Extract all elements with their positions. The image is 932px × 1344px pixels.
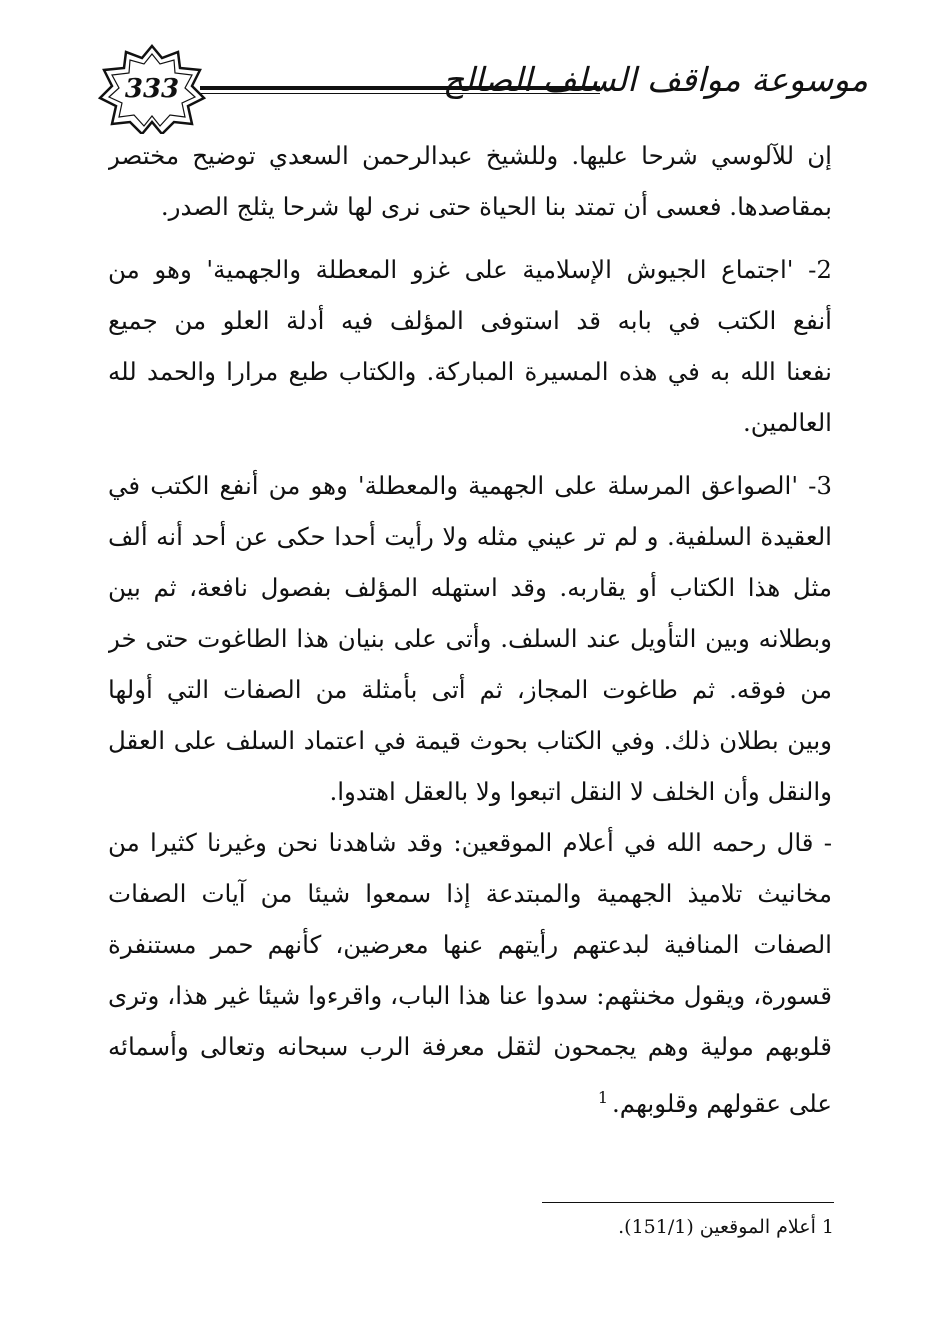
footnote: 1 أعلام الموقعين (151/1). (618, 1216, 834, 1238)
footnote-reference[interactable]: 1 (597, 1088, 609, 1107)
text-line: - قال رحمه الله في أعلام الموقعين: وقد شاهدنا نحن وغيرنا كثيرا من (108, 828, 832, 857)
text-line: قلوبهم مولية وهم يجمحون لثقل معرفة الرب سبحانه وتعالى وأسمائه (108, 1032, 832, 1061)
text-line: نفعنا الله به في هذه المسيرة المباركة. والكتاب طبع مرارا والحمد لله (108, 357, 832, 386)
series-title: موسوعة مواقف السلف الصالح (442, 60, 868, 99)
text-line: 3- 'الصواعق المرسلة على الجهمية والمعطلة' وهو من أنفع الكتب في (108, 471, 832, 500)
text-line: قسورة، ويقول مخنثهم: سدوا عنا هذا الباب، واقرءوا شيئا غير هذا، وترى (108, 981, 832, 1010)
footnote-divider (542, 1202, 834, 1203)
text-line: وبين بطلان ذلك. وفي الكتاب بحوث قيمة في اعتماد السلف على العقل (108, 726, 832, 755)
text-line: الصفات المنافية لبدعتهم رأيتهم عنها معرضين، كأنهم حمر مستنفرة (108, 930, 832, 959)
page-number: 333 (124, 74, 180, 104)
body-text (108, 130, 832, 1123)
text-line: من فوقه. ثم طاغوت المجاز، ثم أتى بأمثلة من الصفات التي أولها (108, 675, 832, 704)
text-line-content: على عقولهم وقلوبهم. (612, 1089, 832, 1119)
text-line: 2- 'اجتماع الجيوش الإسلامية على غزو المعطلة والجهمية' وهو من (108, 255, 832, 284)
text-line: وبطلانه وبين التأويل عند السلف. وأتى على بنيان هذا الطاغوت حتى خر (108, 624, 832, 653)
text-line: إن للآلوسي شرحا عليها. وللشيخ عبدالرحمن السعدي توضيح مختصر (108, 141, 832, 170)
text-line: العقيدة السلفية. و لم تر عيني مثله ولا رأيت أحدا حكى عن أحد أنه ألف (108, 522, 832, 551)
text-line: مخانيث تلاميذ الجهمية والمبتدعة إذا سمعوا شيئا من آيات الصفات (108, 879, 832, 908)
text-line: مثل هذا الكتاب أو يقاربه. وقد استهله المؤلف بفصول نافعة، ثم بين (108, 573, 832, 602)
text-line: والنقل وأن الخلف لا النقل اتبعوا ولا بالعقل اهتدوا. (329, 777, 832, 806)
text-line: بمقاصدها. فعسى أن تمتد بنا الحياة حتى نرى لها شرحا يثلج الصدر. (160, 192, 832, 221)
text-line: أنفع الكتب في بابه قد استوفى المؤلف فيه أدلة العلو من جميع (108, 306, 832, 335)
text-line: العالمين. (742, 408, 832, 437)
text-line-last (108, 1072, 832, 1123)
page-number-badge (96, 44, 208, 134)
